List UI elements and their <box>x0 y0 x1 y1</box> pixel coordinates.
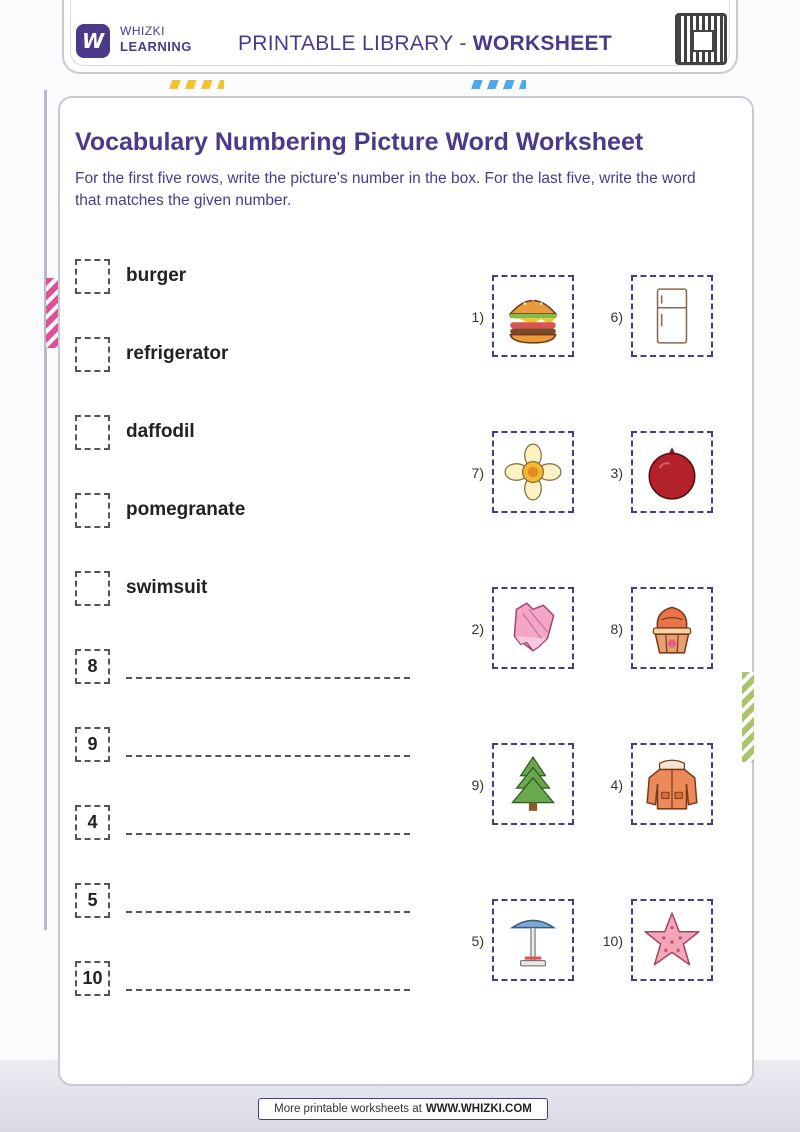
daffodil-icon <box>502 441 564 503</box>
qr-code-icon <box>675 13 727 65</box>
picture-label: 8) <box>610 621 623 637</box>
answer-line[interactable] <box>126 989 410 991</box>
word-label: daffodil <box>126 421 195 442</box>
picture-label: 6) <box>610 309 623 325</box>
footer-text: More printable worksheets at <box>274 1103 422 1115</box>
worksheet-instructions: For the first five rows, write the picture's number in the box. For the last five, write the word that matches the given number. <box>75 170 696 209</box>
starfish-icon <box>641 909 703 971</box>
answer-box[interactable] <box>75 259 110 294</box>
number-box: 8 <box>75 649 110 684</box>
picture-card <box>631 587 713 669</box>
number-box: 9 <box>75 727 110 762</box>
whizki-logo[interactable] <box>76 24 110 58</box>
answer-box[interactable] <box>75 337 110 372</box>
left-decor-stripes <box>46 278 58 348</box>
word-label: pomegranate <box>126 499 246 520</box>
header-title-bold: WORKSHEET <box>472 32 612 55</box>
footer-banner <box>258 1098 548 1120</box>
header-stripes-blue <box>470 80 526 89</box>
swimsuit-icon <box>502 597 564 659</box>
refrigerator-icon <box>641 285 703 347</box>
logo-wordmark <box>120 24 192 54</box>
right-decor-stripes <box>742 672 754 762</box>
picture-label: 10) <box>602 933 623 949</box>
header-title <box>238 32 612 56</box>
logo-line2: LEARNING <box>120 39 192 54</box>
header-title-prefix: PRINTABLE LIBRARY - <box>238 32 473 55</box>
word-label: burger <box>126 265 187 286</box>
logo-line1: WHIZKI <box>120 24 165 38</box>
number-box: 4 <box>75 805 110 840</box>
picture-card <box>492 899 574 981</box>
picture-label: 9) <box>471 777 484 793</box>
picture-card <box>631 743 713 825</box>
left-rail <box>44 90 47 930</box>
answer-line[interactable] <box>126 833 410 835</box>
picture-card <box>492 587 574 669</box>
picture-card <box>492 743 574 825</box>
answer-box[interactable] <box>75 493 110 528</box>
jacket-icon <box>641 753 703 815</box>
footer-link[interactable]: WWW.WHIZKI.COM <box>425 1103 532 1115</box>
pomegranate-icon <box>641 441 703 503</box>
picture-label: 1) <box>471 309 484 325</box>
picture-card <box>492 275 574 357</box>
picture-label: 7) <box>471 465 484 481</box>
worksheet-title: Vocabulary Numbering Picture Word Worksheet <box>75 128 644 156</box>
picture-card <box>631 899 713 981</box>
picture-label: 2) <box>471 621 484 637</box>
number-box: 5 <box>75 883 110 918</box>
answer-line[interactable] <box>126 911 410 913</box>
pine-tree-icon <box>502 753 564 815</box>
table-lamp-icon <box>502 909 564 971</box>
picture-card <box>492 431 574 513</box>
cupcake-icon <box>641 597 703 659</box>
word-label: refrigerator <box>126 343 229 364</box>
header-stripes-yellow <box>168 80 224 89</box>
picture-label: 5) <box>471 933 484 949</box>
picture-label: 4) <box>610 777 623 793</box>
answer-line[interactable] <box>126 755 410 757</box>
logo-mark: W <box>81 29 105 53</box>
answer-box[interactable] <box>75 415 110 450</box>
answer-box[interactable] <box>75 571 110 606</box>
picture-card <box>631 431 713 513</box>
answer-line[interactable] <box>126 677 410 679</box>
word-label: swimsuit <box>126 577 208 598</box>
burger-icon <box>502 285 564 347</box>
number-box: 10 <box>75 961 110 996</box>
picture-card <box>631 275 713 357</box>
picture-label: 3) <box>610 465 623 481</box>
